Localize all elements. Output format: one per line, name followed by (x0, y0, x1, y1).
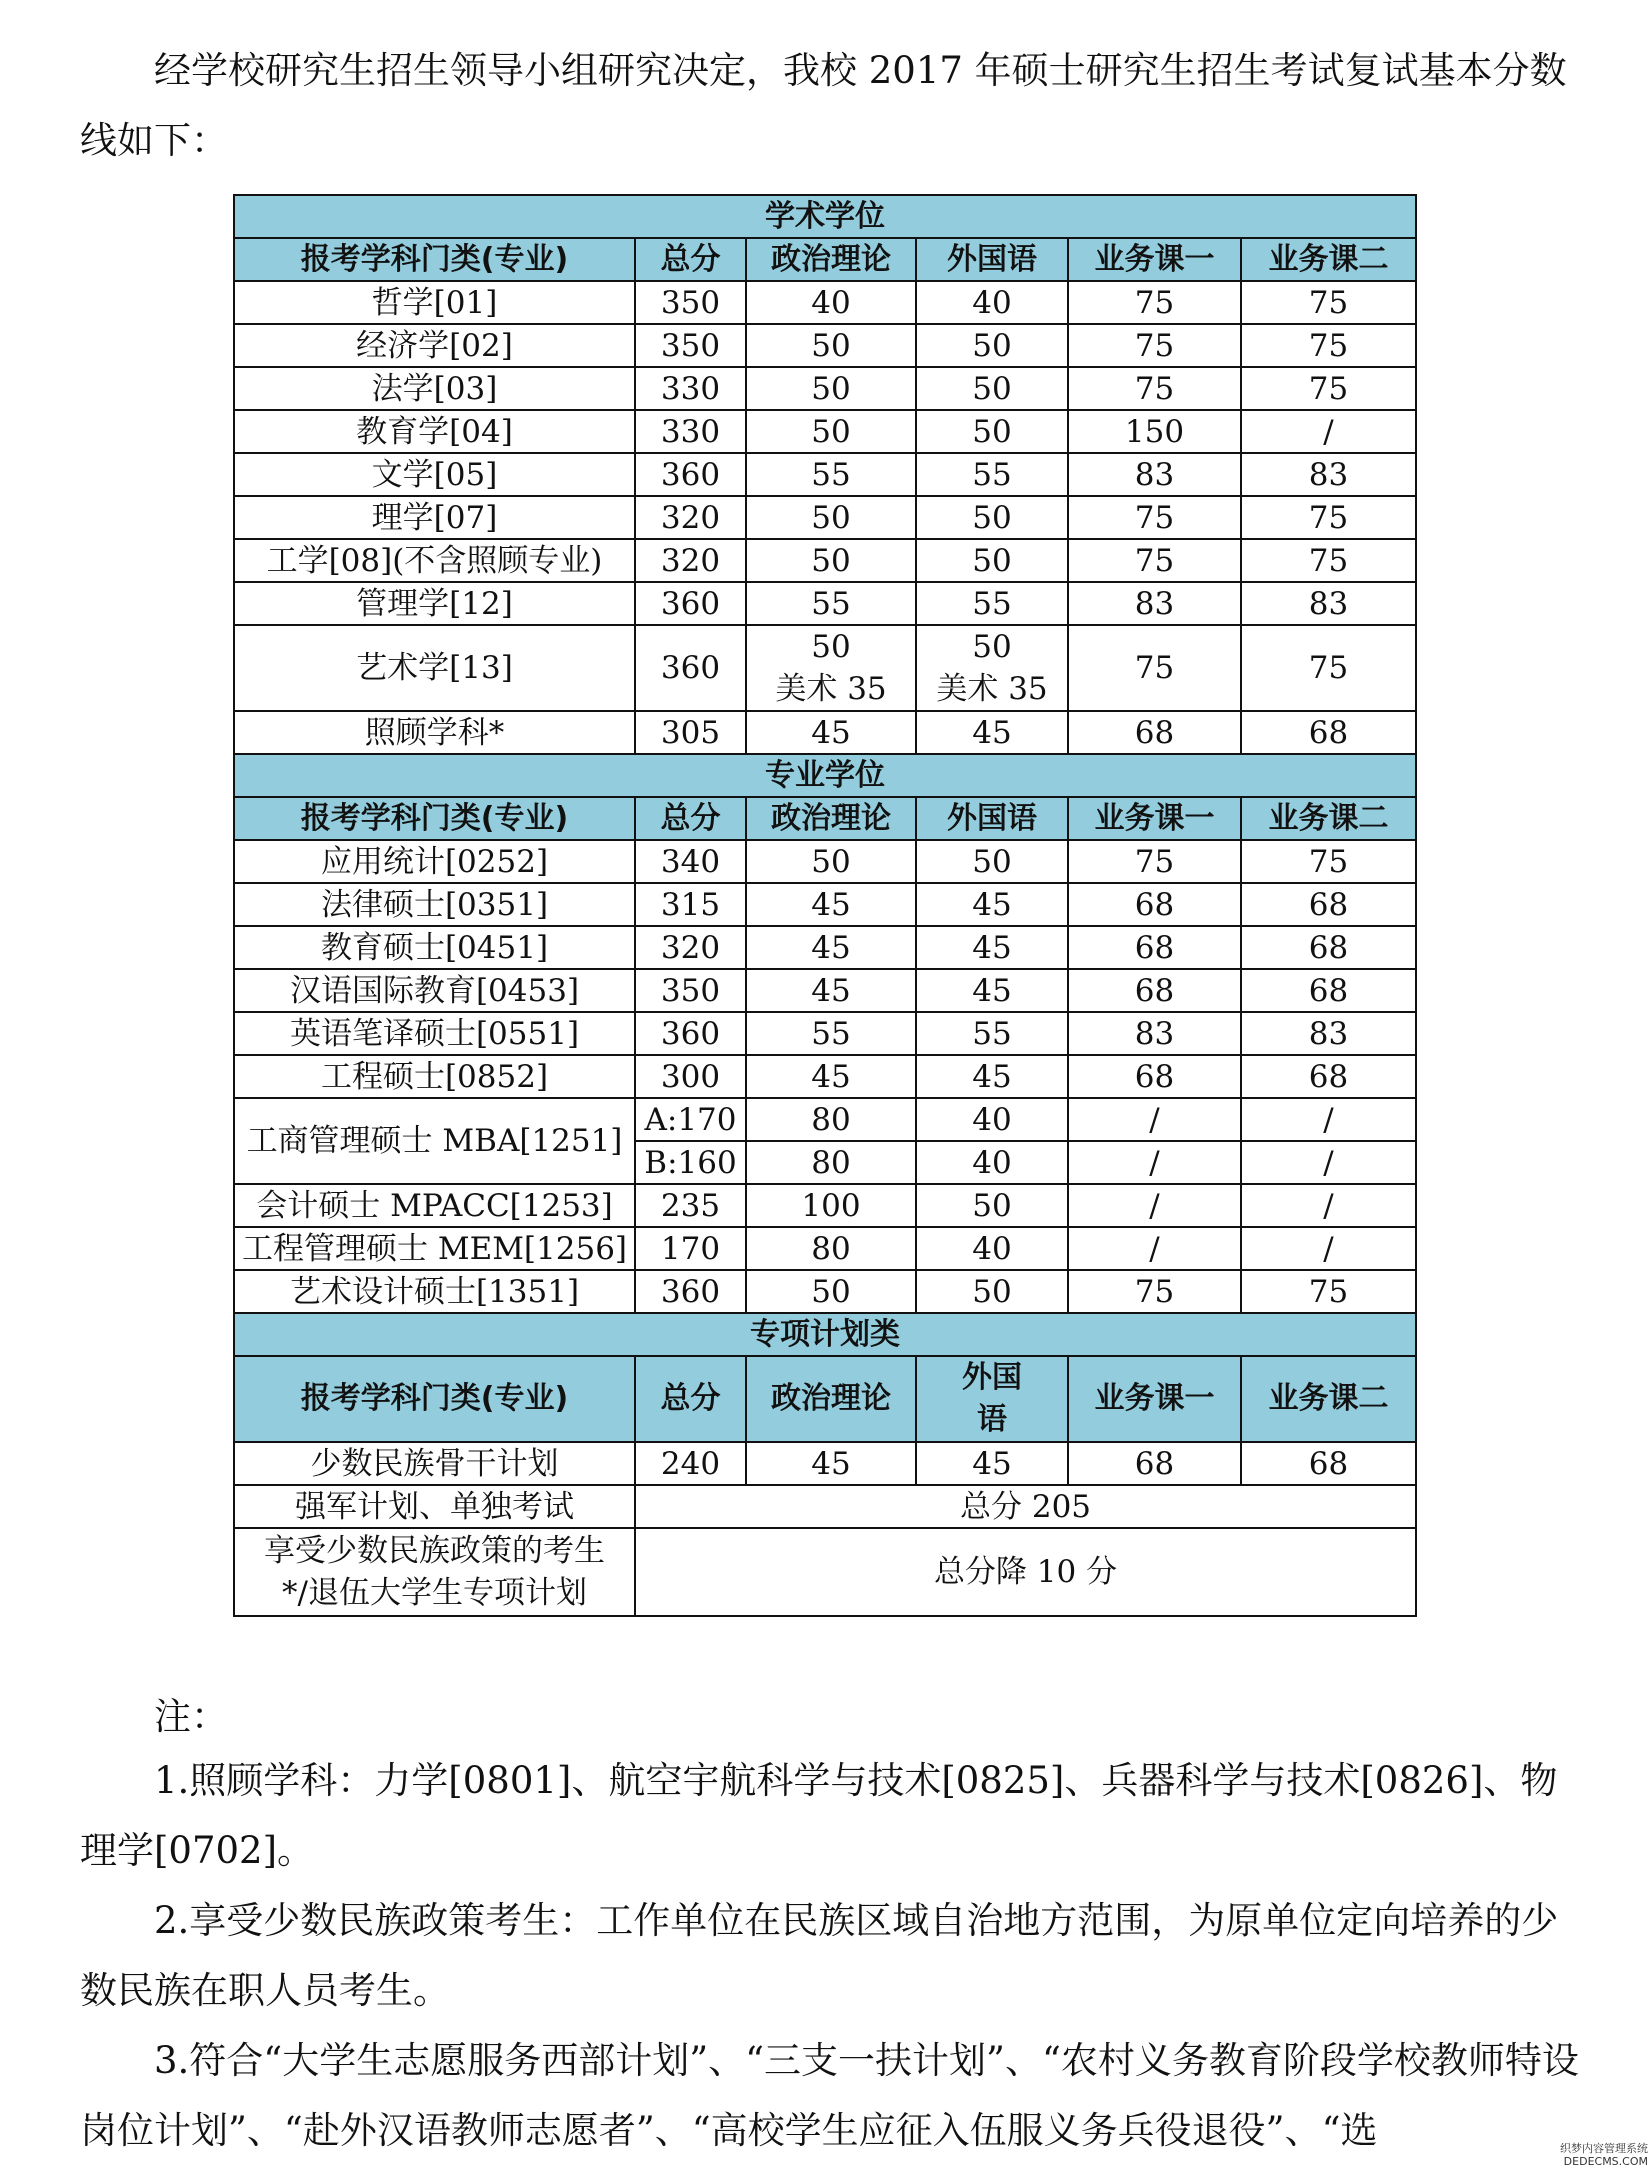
header-line: 外国 (962, 1360, 1022, 1395)
score-cell: 40 (746, 281, 916, 324)
table-row (234, 1055, 1416, 1098)
score-cell: 75 (1068, 539, 1241, 582)
score-cell: 75 (1068, 1270, 1241, 1313)
score-cell: 320 (635, 539, 746, 582)
table-row (234, 926, 1416, 969)
score-cell: 68 (1241, 1442, 1416, 1485)
score-table (233, 194, 1417, 1617)
score-cell: 330 (635, 367, 746, 410)
row-label: 教育硕士[0451] (234, 926, 635, 969)
table-row (234, 1227, 1416, 1270)
score-cell: 50 (916, 410, 1068, 453)
score-cell: 55 (746, 582, 916, 625)
table-row (234, 1528, 1416, 1616)
table-row (234, 1184, 1416, 1227)
score-cell: 68 (1241, 711, 1416, 754)
section-title-special: 专项计划类 (234, 1313, 1416, 1356)
score-cell: 320 (635, 496, 746, 539)
score-cell: 75 (1241, 1270, 1416, 1313)
score-cell: / (1068, 1098, 1241, 1141)
score-cell: 45 (916, 883, 1068, 926)
table-row (234, 1485, 1416, 1528)
score-cell: 75 (1241, 281, 1416, 324)
score-cell: / (1241, 1141, 1416, 1184)
score-cell: 总分 205 (635, 1485, 1416, 1528)
row-label-line: 享受少数民族政策的考生 (264, 1533, 605, 1569)
watermark-line-2: DEDECMS.COM (1563, 2155, 1648, 2168)
score-cell: 75 (1241, 496, 1416, 539)
score-cell: 320 (635, 926, 746, 969)
score-cell: / (1068, 1184, 1241, 1227)
row-label: 工学[08](不含照顾专业) (234, 539, 635, 582)
score-cell: 68 (1068, 926, 1241, 969)
score-cell: 45 (746, 969, 916, 1012)
row-label: 英语笔译硕士[0551] (234, 1012, 635, 1055)
row-label (234, 1528, 635, 1616)
score-cell: 45 (746, 883, 916, 926)
score-cell: 55 (746, 453, 916, 496)
column-header: 业务课二 (1241, 238, 1416, 281)
table-row (234, 324, 1416, 367)
score-cell: 总分降 10 分 (635, 1528, 1416, 1616)
table-row (234, 969, 1416, 1012)
table-row (234, 367, 1416, 410)
score-value: 50 (972, 629, 1012, 665)
score-cell: 68 (1241, 926, 1416, 969)
row-label: 法学[03] (234, 367, 635, 410)
score-cell: 50 (746, 410, 916, 453)
row-label: 应用统计[0252] (234, 840, 635, 883)
score-cell: 55 (916, 1012, 1068, 1055)
column-header: 总分 (635, 238, 746, 281)
score-cell: 75 (1241, 625, 1416, 711)
score-cell: 68 (1241, 969, 1416, 1012)
row-label: 工商管理硕士 MBA[1251] (234, 1098, 635, 1184)
note-2: 2.享受少数民族政策考生：工作单位在民族区域自治地方范围，为原单位定向培养的少数民族在职人员考生。 (80, 1899, 1559, 2012)
score-note: 美术 35 (775, 671, 887, 707)
score-cell: 100 (746, 1184, 916, 1227)
score-cell: 68 (1068, 711, 1241, 754)
row-label: 强军计划、单独考试 (234, 1485, 635, 1528)
score-value: 50 (811, 629, 851, 665)
column-header: 业务课二 (1241, 1356, 1416, 1442)
score-cell: 83 (1241, 453, 1416, 496)
score-cell: 50 (916, 539, 1068, 582)
row-label: 会计硕士 MPACC[1253] (234, 1184, 635, 1227)
score-cell: 360 (635, 1012, 746, 1055)
score-cell: 80 (746, 1141, 916, 1184)
column-header: 报考学科门类(专业) (234, 1356, 635, 1442)
score-cell: 360 (635, 582, 746, 625)
column-header: 业务课二 (1241, 797, 1416, 840)
row-label-line: */退伍大学生专项计划 (282, 1575, 587, 1611)
score-cell: 55 (916, 453, 1068, 496)
score-cell: 50 (916, 324, 1068, 367)
watermark-line-1: 织梦内容管理系统 (1560, 2142, 1648, 2155)
score-cell: 360 (635, 453, 746, 496)
score-cell: 83 (1068, 453, 1241, 496)
score-cell: 50 (916, 367, 1068, 410)
column-header: 业务课一 (1068, 238, 1241, 281)
score-cell: 50 (916, 1270, 1068, 1313)
score-cell: 75 (1068, 496, 1241, 539)
score-cell: / (1241, 1227, 1416, 1270)
score-cell: 50 (746, 324, 916, 367)
score-cell: 240 (635, 1442, 746, 1485)
score-cell: 360 (635, 625, 746, 711)
table-row (234, 711, 1416, 754)
score-cell: 150 (1068, 410, 1241, 453)
table-row (234, 1270, 1416, 1313)
column-header: 业务课一 (1068, 797, 1241, 840)
score-cell: 45 (916, 1055, 1068, 1098)
score-cell: 235 (635, 1184, 746, 1227)
score-cell: 68 (1068, 969, 1241, 1012)
column-header: 政治理论 (746, 797, 916, 840)
column-header: 总分 (635, 797, 746, 840)
score-cell: 50 (746, 539, 916, 582)
column-header (916, 1356, 1068, 1442)
score-cell: 80 (746, 1227, 916, 1270)
score-cell: 340 (635, 840, 746, 883)
score-cell: 83 (1068, 582, 1241, 625)
score-cell (916, 625, 1068, 711)
score-cell: 350 (635, 969, 746, 1012)
score-cell: 55 (746, 1012, 916, 1055)
score-cell: / (1241, 1184, 1416, 1227)
row-label: 工程管理硕士 MEM[1256] (234, 1227, 635, 1270)
table-row (234, 496, 1416, 539)
row-label: 管理学[12] (234, 582, 635, 625)
column-header: 外国语 (916, 238, 1068, 281)
score-cell: 75 (1241, 840, 1416, 883)
row-label: 少数民族骨干计划 (234, 1442, 635, 1485)
table-row (234, 539, 1416, 582)
score-cell: 330 (635, 410, 746, 453)
score-cell: B:160 (635, 1141, 746, 1184)
score-cell: 75 (1068, 367, 1241, 410)
table-row (234, 1012, 1416, 1055)
score-cell: 45 (916, 1442, 1068, 1485)
score-cell: 170 (635, 1227, 746, 1270)
column-header: 政治理论 (746, 238, 916, 281)
score-cell: 360 (635, 1270, 746, 1313)
table-row (234, 1356, 1416, 1442)
score-cell: 68 (1241, 883, 1416, 926)
row-label: 照顾学科* (234, 711, 635, 754)
score-cell: 83 (1241, 582, 1416, 625)
score-cell: 45 (916, 969, 1068, 1012)
row-label: 经济学[02] (234, 324, 635, 367)
score-cell: 50 (746, 1270, 916, 1313)
score-cell: 315 (635, 883, 746, 926)
score-cell: 68 (1068, 1055, 1241, 1098)
row-label: 哲学[01] (234, 281, 635, 324)
score-cell: / (1241, 410, 1416, 453)
table-row (234, 1098, 1416, 1141)
score-cell: 75 (1068, 281, 1241, 324)
row-label: 艺术设计硕士[1351] (234, 1270, 635, 1313)
score-cell: / (1068, 1141, 1241, 1184)
score-cell: 75 (1068, 324, 1241, 367)
score-cell: 350 (635, 324, 746, 367)
table-row (234, 238, 1416, 281)
row-label: 理学[07] (234, 496, 635, 539)
watermark-logo (1560, 2142, 1648, 2168)
row-label: 艺术学[13] (234, 625, 635, 711)
score-cell: A:170 (635, 1098, 746, 1141)
row-label: 文学[05] (234, 453, 635, 496)
score-cell: 50 (916, 840, 1068, 883)
score-cell: 75 (1241, 539, 1416, 582)
column-header: 报考学科门类(专业) (234, 797, 635, 840)
score-cell: 45 (746, 1055, 916, 1098)
score-cell: 80 (746, 1098, 916, 1141)
column-header: 外国语 (916, 797, 1068, 840)
table-row (234, 1442, 1416, 1485)
score-cell: 50 (916, 1184, 1068, 1227)
table-row (234, 453, 1416, 496)
score-cell: 40 (916, 1098, 1068, 1141)
score-cell: 40 (916, 281, 1068, 324)
table-row (234, 754, 1416, 797)
column-header: 报考学科门类(专业) (234, 238, 635, 281)
score-cell: 45 (746, 1442, 916, 1485)
table-row (234, 840, 1416, 883)
column-header: 业务课一 (1068, 1356, 1241, 1442)
score-cell: 40 (916, 1141, 1068, 1184)
score-cell: / (1068, 1227, 1241, 1270)
note-1: 1.照顾学科：力学[0801]、航空宇航科学与技术[0825]、兵器科学与技术[0826]、物理学[0702]。 (80, 1759, 1558, 1872)
score-cell: 75 (1241, 367, 1416, 410)
section-title-academic: 学术学位 (234, 195, 1416, 238)
table-row (234, 797, 1416, 840)
score-cell: 305 (635, 711, 746, 754)
column-header: 政治理论 (746, 1356, 916, 1442)
score-cell: 50 (746, 496, 916, 539)
score-cell: 50 (916, 496, 1068, 539)
score-cell: 75 (1068, 625, 1241, 711)
column-header: 总分 (635, 1356, 746, 1442)
table-row (234, 281, 1416, 324)
table-row (234, 625, 1416, 711)
note-3: 3.符合“大学生志愿服务西部计划”、“三支一扶计划”、“农村义务教育阶段学校教师特设岗位计划”、“赴外汉语教师志愿者”、“高校学生应征入伍服义务兵役退役”、“选 (80, 2039, 1579, 2152)
score-cell: 45 (916, 711, 1068, 754)
score-cell: 300 (635, 1055, 746, 1098)
score-cell: 68 (1241, 1055, 1416, 1098)
intro-paragraph: 经学校研究生招生领导小组研究决定，我校 2017 年硕士研究生招生考试复试基本分数线如下： (80, 49, 1567, 162)
row-label: 汉语国际教育[0453] (234, 969, 635, 1012)
score-cell: 50 (746, 840, 916, 883)
score-cell: 45 (746, 711, 916, 754)
score-note: 美术 35 (936, 671, 1048, 707)
score-cell: / (1241, 1098, 1416, 1141)
header-line: 语 (977, 1402, 1007, 1437)
table-row (234, 883, 1416, 926)
row-label: 教育学[04] (234, 410, 635, 453)
table-row (234, 1313, 1416, 1356)
score-cell: 83 (1068, 1012, 1241, 1055)
score-cell (746, 625, 916, 711)
notes-title: 注： (154, 1695, 228, 1738)
score-cell: 68 (1068, 883, 1241, 926)
score-cell: 75 (1241, 324, 1416, 367)
table-row (234, 410, 1416, 453)
score-cell: 75 (1068, 840, 1241, 883)
score-cell: 50 (746, 367, 916, 410)
section-title-professional: 专业学位 (234, 754, 1416, 797)
row-label: 法律硕士[0351] (234, 883, 635, 926)
score-cell: 55 (916, 582, 1068, 625)
score-cell: 45 (746, 926, 916, 969)
score-cell: 45 (916, 926, 1068, 969)
score-cell: 83 (1241, 1012, 1416, 1055)
table-row (234, 582, 1416, 625)
score-cell: 68 (1068, 1442, 1241, 1485)
row-label: 工程硕士[0852] (234, 1055, 635, 1098)
score-cell: 40 (916, 1227, 1068, 1270)
score-cell: 350 (635, 281, 746, 324)
